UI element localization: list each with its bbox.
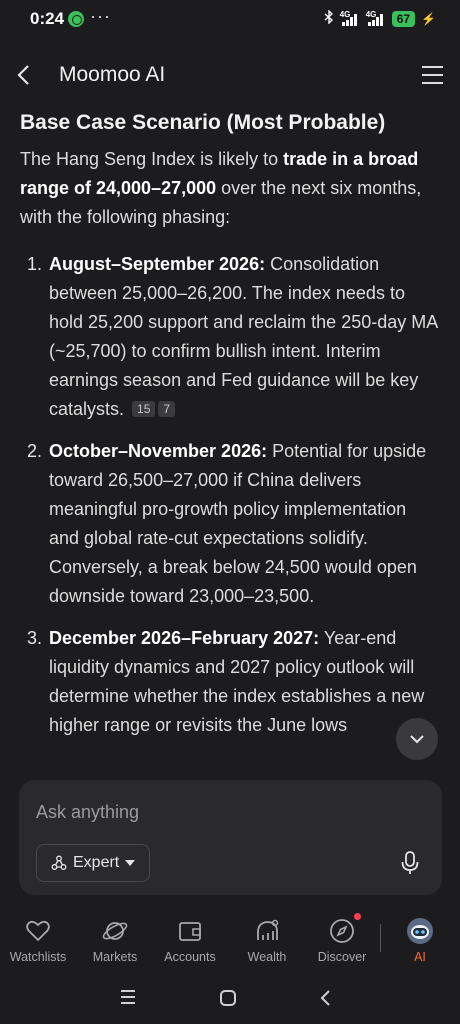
ask-input[interactable] — [36, 802, 416, 823]
back-icon[interactable] — [316, 988, 340, 1008]
back-arrow-icon[interactable] — [14, 63, 36, 87]
nav-divider — [380, 924, 381, 952]
status-bar — [0, 0, 460, 40]
list-number: 1. — [27, 254, 43, 274]
citation-badge[interactable]: 7 — [158, 401, 175, 417]
recent-apps-icon[interactable] — [118, 988, 142, 1008]
nav-label: Wealth — [247, 950, 287, 964]
nav-label: Accounts — [164, 950, 216, 964]
citation-badge[interactable]: 15 — [132, 401, 155, 417]
phase-text: Year-end liquidity dynamics and 2027 policy outlook will determine whether the index establishes a new higher range or revisits the June lows — [49, 628, 425, 735]
phase-title: December 2026–February 2027: — [49, 628, 320, 648]
status-icons — [324, 10, 436, 27]
app-header — [0, 55, 460, 99]
chat-response — [20, 108, 440, 753]
ai-robot-icon — [406, 917, 434, 945]
system-nav-bar — [0, 980, 460, 1024]
page-title: Moomoo AI — [59, 63, 166, 86]
phase-text: Potential for upside toward 26,500–27,000 if China delivers meaningful pro-growth policy implementation and global rate-cut expectations solidify. Conversely, a break below 24,500 would open downside toward 23,000–23,500. — [49, 441, 427, 606]
home-icon[interactable] — [218, 988, 242, 1008]
nodes-icon — [51, 855, 67, 871]
phase-title: October–November 2026: — [49, 441, 268, 461]
phase-text: Consolidation between 25,000–26,200. The index needs to hold 25,200 support and reclaim the 250-day MA (~25,700) to confirm bullish intent. Interim earnings season and Fed guidance will be key catalysts. — [49, 254, 438, 419]
battery-indicator: 67 — [392, 11, 415, 27]
planet-icon — [101, 917, 129, 945]
list-number: 2. — [27, 441, 43, 461]
bottom-nav — [0, 910, 460, 972]
chevron-down-icon — [408, 733, 426, 745]
list-number: 3. — [27, 628, 43, 648]
nav-wealth[interactable] — [229, 910, 305, 964]
status-time: 0:24 — [30, 9, 65, 28]
whatsapp-icon — [68, 11, 84, 27]
nav-label: Discover — [317, 950, 367, 964]
wallet-icon — [178, 920, 202, 942]
more-notifications-icon: ··· — [90, 6, 111, 26]
list-item — [20, 624, 440, 740]
nav-ai[interactable] — [382, 910, 458, 964]
scroll-to-bottom-button[interactable] — [396, 718, 438, 760]
caret-down-icon — [125, 860, 135, 866]
heart-icon — [25, 919, 51, 943]
list-item — [20, 250, 440, 424]
expert-label: Expert — [73, 854, 120, 871]
nav-label: AI — [414, 950, 426, 964]
nav-watchlists[interactable] — [0, 910, 76, 964]
expert-mode-button[interactable] — [36, 844, 150, 882]
piggy-bank-icon — [253, 918, 281, 944]
nav-label: Markets — [92, 950, 138, 964]
response-heading: Base Case Scenario (Most Probable) — [20, 111, 386, 134]
phase-list — [20, 250, 440, 740]
nav-markets[interactable] — [77, 910, 153, 964]
bluetooth-icon — [324, 10, 334, 27]
nav-accounts[interactable] — [152, 910, 228, 964]
microphone-icon[interactable] — [400, 851, 420, 875]
response-intro: The Hang Seng Index is likely to trade in a broad range of 24,000–27,000 over the next six months, with the following phasing: — [20, 149, 422, 227]
signal-icon-2: 4G — [366, 12, 386, 26]
nav-discover[interactable] — [304, 910, 380, 964]
menu-icon[interactable] — [422, 66, 443, 84]
composer — [19, 780, 442, 895]
compass-icon — [329, 918, 355, 944]
list-item — [20, 437, 440, 611]
charging-icon: ⚡ — [421, 11, 436, 26]
signal-icon-1: 4G — [340, 12, 360, 26]
nav-label: Watchlists — [9, 950, 67, 964]
notification-dot — [354, 913, 361, 920]
phase-title: August–September 2026: — [49, 254, 266, 274]
